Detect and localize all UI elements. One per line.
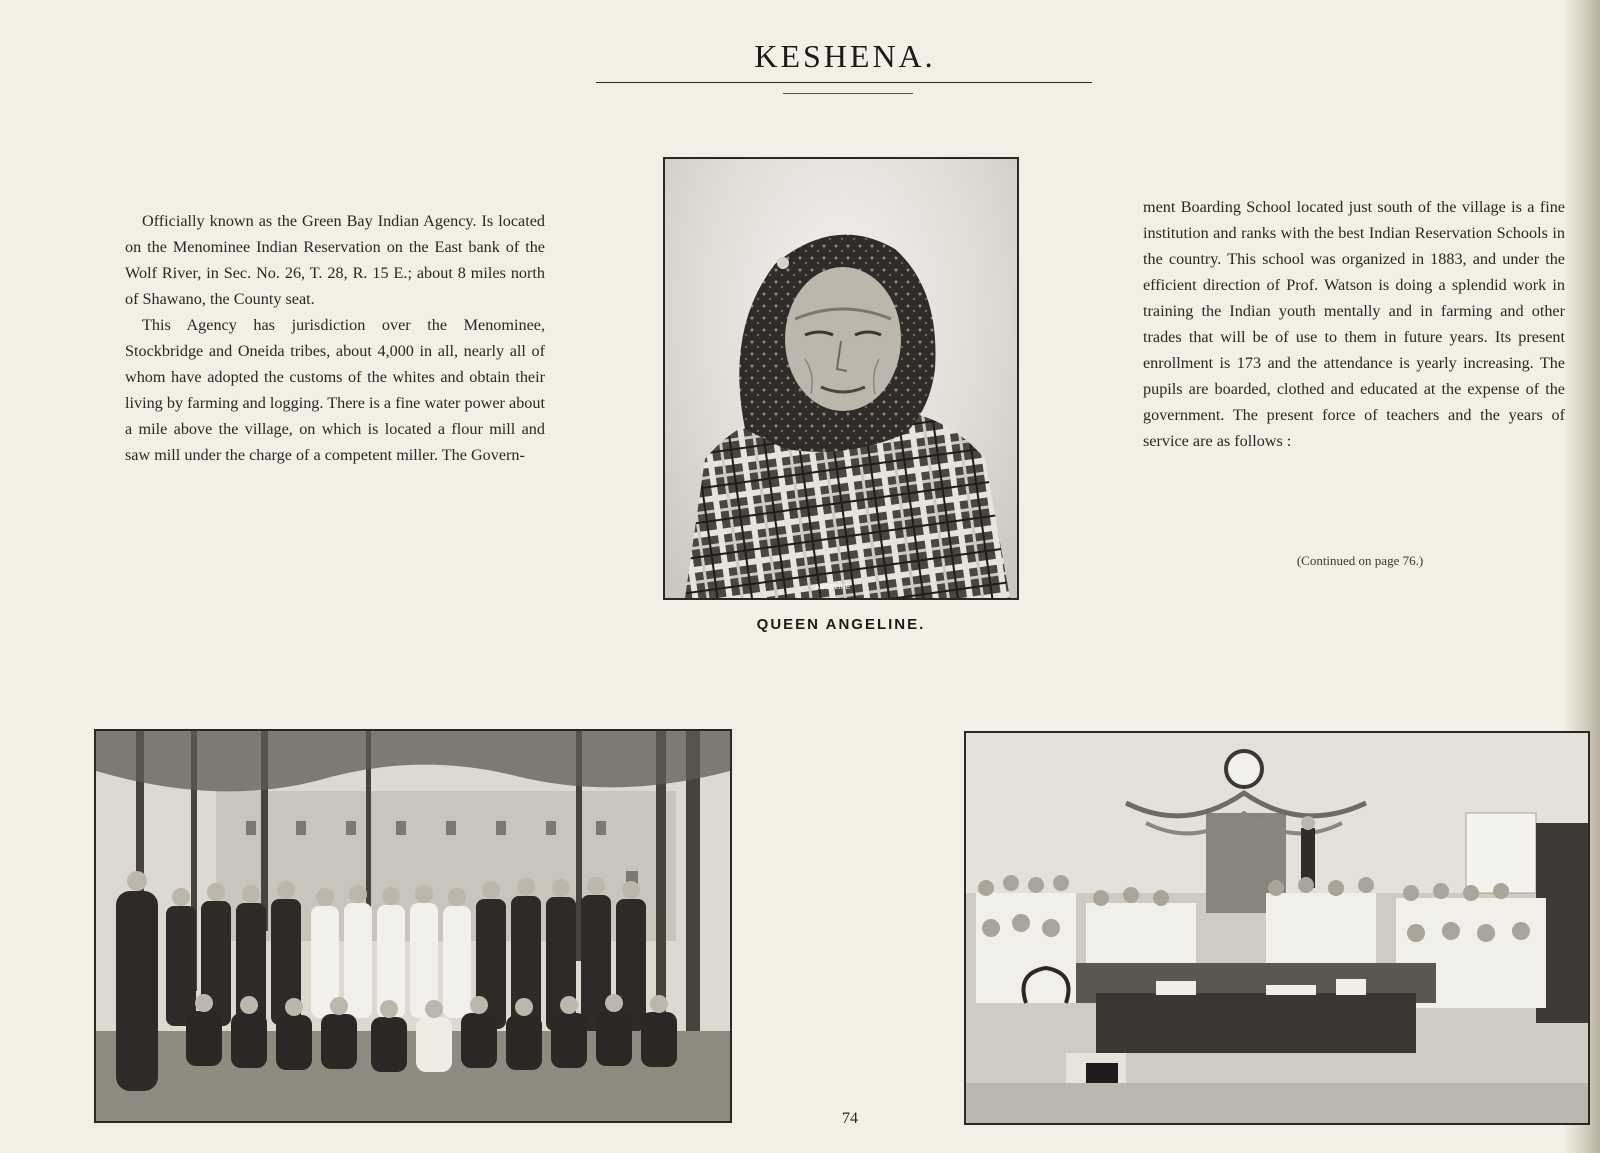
right-text-column bbox=[1143, 194, 1565, 454]
portrait-photo-label: ANGELINE bbox=[815, 584, 851, 591]
left-paragraph-2: This Agency has jurisdiction over the Menominee, Stockbridge and Oneida tribes, about 4,000 in all, nearly all of whom have adopted the customs of the whites and obtain their living by farming and logging. There is a fine water power about a mile above the village, on which is located a flour mill and saw mill under the charge of a competent miller. The Govern- bbox=[125, 316, 545, 464]
page-number: 74 bbox=[842, 1110, 858, 1127]
right-paragraph-1: ment Boarding School located just south of the village is a fine institution and ranks with the best Indian Reservation Schools in the country. This school was organized in 1883, and under the efficient direction of Prof. Watson is doing a splendid work in training the Indian youth mentally and in farming and other trades that will be of use to them in future years. Its present enrollment is 173 and the attendance is yearly increasing. The pupils are boarded, clothed and educated at the expense of the government. The present force of teachers and the years of service are as follows : bbox=[1143, 198, 1565, 450]
portrait-illustration bbox=[665, 159, 1017, 598]
school-group-photo bbox=[94, 729, 732, 1123]
classroom-photo bbox=[964, 731, 1590, 1125]
left-text-column bbox=[125, 208, 545, 468]
page-title: KESHENA. bbox=[754, 38, 936, 74]
classroom-photo-illustration bbox=[966, 733, 1588, 1123]
queen-angeline-portrait bbox=[663, 157, 1019, 600]
continued-note: (Continued on page 76.) bbox=[1296, 553, 1424, 568]
portrait-caption: QUEEN ANGELINE. bbox=[756, 616, 926, 633]
left-paragraph-1: Officially known as the Green Bay Indian Agency. Is located on the Menominee Indian Reservation on the East bank of the Wolf River, in Sec. No. 26, T. 28, R. 15 E.; about 8 miles north of Shawano, the County seat. bbox=[125, 212, 545, 308]
title-underline bbox=[596, 82, 1092, 83]
title-ornament-rule bbox=[783, 93, 913, 94]
group-photo-illustration bbox=[96, 731, 730, 1121]
